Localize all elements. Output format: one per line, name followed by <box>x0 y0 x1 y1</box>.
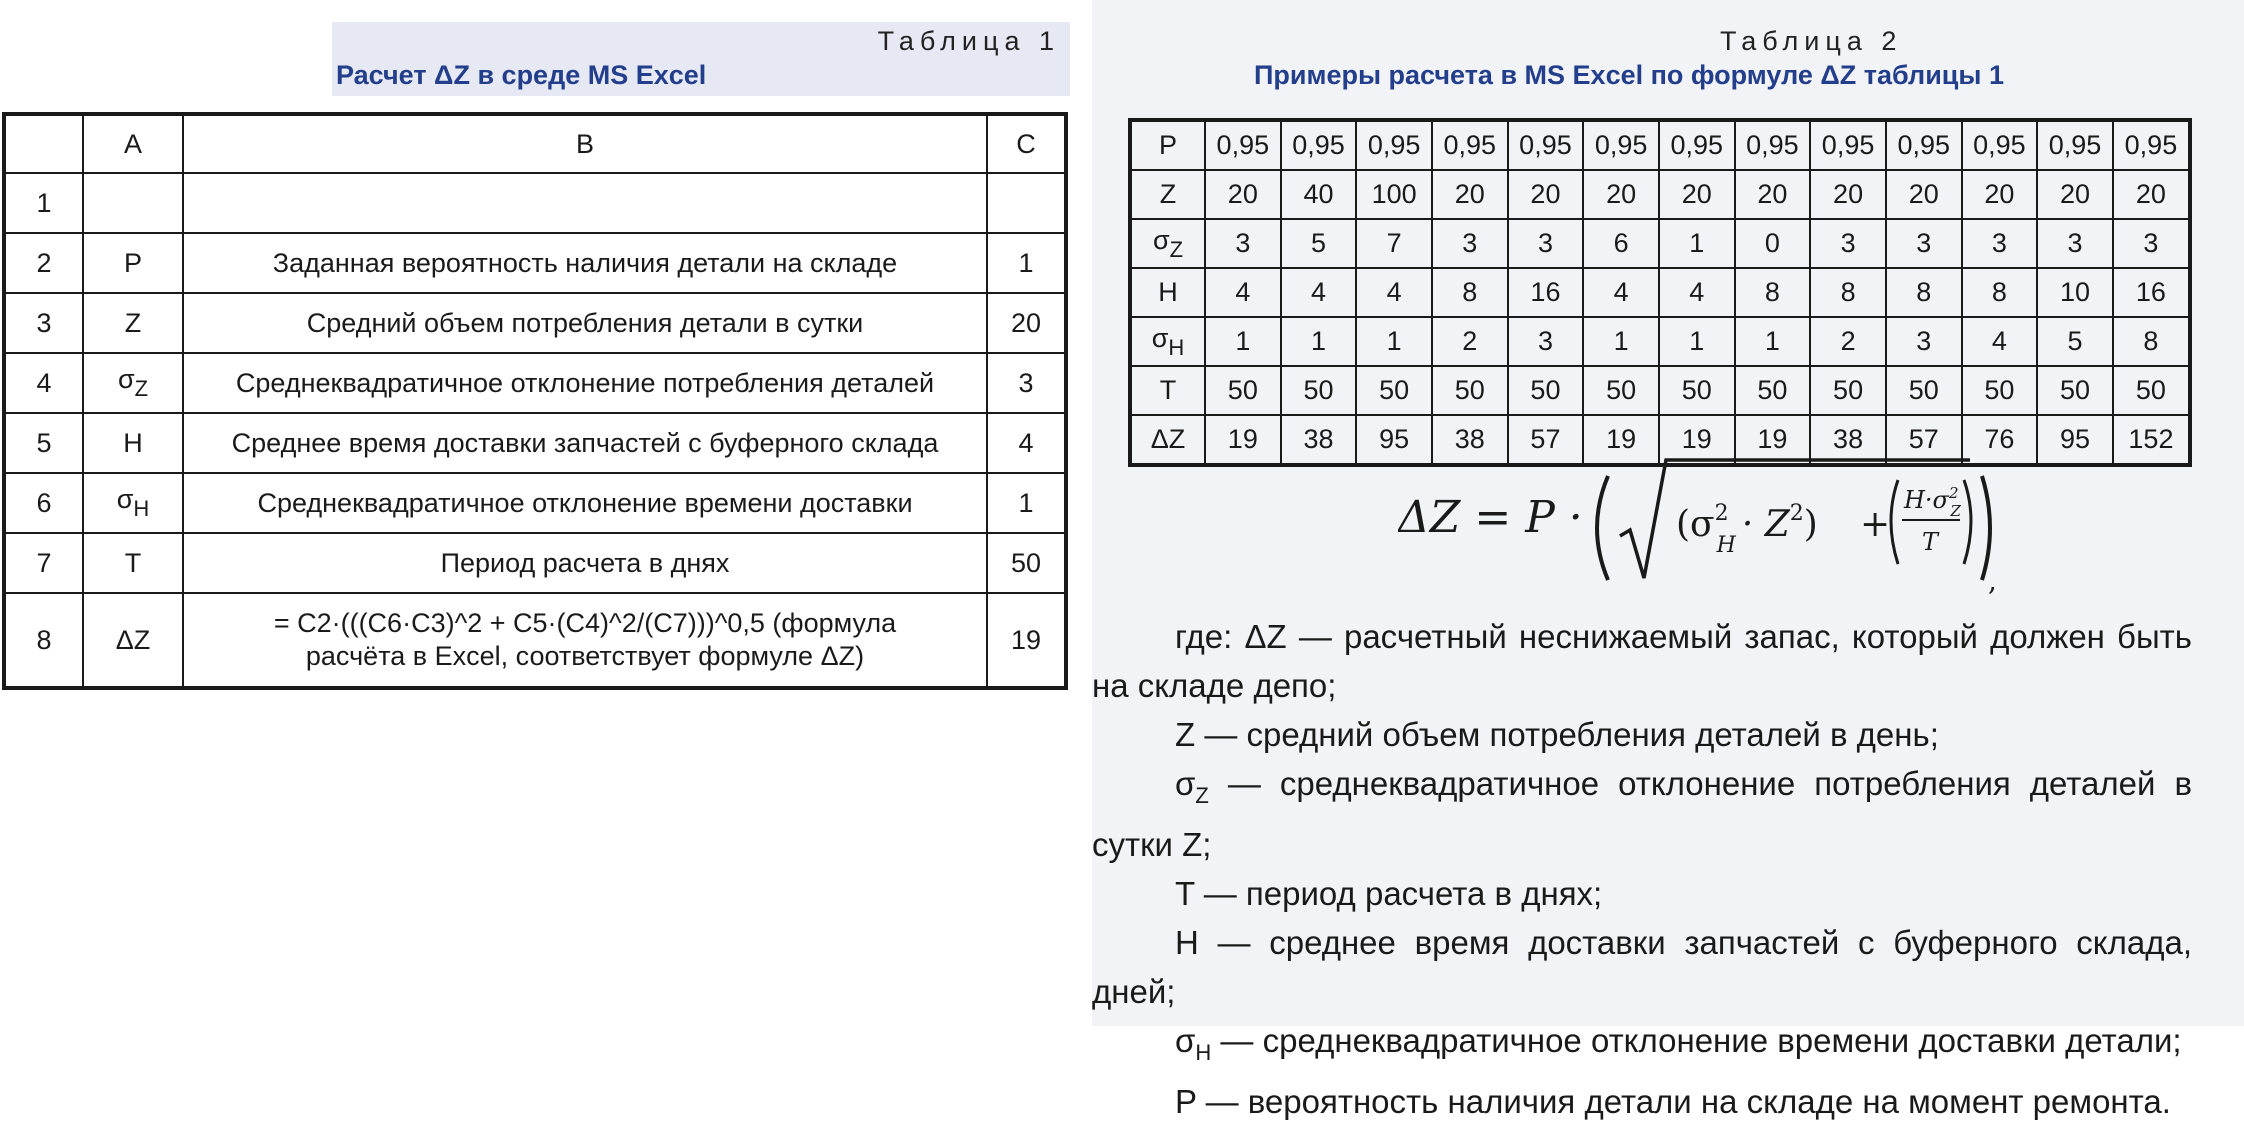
table2-cell: 19 <box>1659 415 1735 465</box>
table2-cell: 3 <box>1205 219 1281 268</box>
table2-cell: 0,95 <box>1962 120 2038 170</box>
formula-frac-right-paren <box>1964 480 1971 564</box>
table2-cell: 50 <box>2037 366 2113 415</box>
table2-cell: 50 <box>1735 366 1811 415</box>
table2-cell: 38 <box>1281 415 1357 465</box>
table2-cell: 20 <box>1508 170 1584 219</box>
table1-description: Средний объем потребления детали в сутки <box>183 293 987 353</box>
formula-lhs: ΔZ = P · <box>1398 492 1583 543</box>
table2-cell: 20 <box>1962 170 2038 219</box>
table2-cell: 50 <box>1432 366 1508 415</box>
table2-cell: 50 <box>1659 366 1735 415</box>
table1-row-number: 4 <box>4 353 83 413</box>
table1-symbol-main: Z <box>124 307 142 338</box>
table2-cell: 152 <box>2113 415 2190 465</box>
table2-cell: 8 <box>2113 317 2190 366</box>
table2-row-label <box>1130 317 1205 366</box>
table2-cell: 50 <box>1508 366 1584 415</box>
table1-description: Среднеквадратичное отклонение времени доставки <box>183 473 987 533</box>
table2-cell: 100 <box>1356 170 1432 219</box>
table1-value: 4 <box>987 413 1066 473</box>
table2-cell: 0,95 <box>1281 120 1357 170</box>
table2-calculation-examples <box>1128 118 2192 467</box>
table2-cell: 0,95 <box>1735 120 1811 170</box>
table2-cell: 1 <box>1735 317 1811 366</box>
formula-big-left-paren <box>1597 476 1608 580</box>
table2-cell: 0,95 <box>1659 120 1735 170</box>
table1-formula-line: расчёта в Excel, соответствует формуле ΔZ) <box>305 641 865 671</box>
table2-cell: 0 <box>1735 219 1811 268</box>
table2-cell: 0,95 <box>1432 120 1508 170</box>
table2-cell: 0,95 <box>1886 120 1962 170</box>
table2-cell: 20 <box>1735 170 1811 219</box>
table1-description <box>183 173 987 233</box>
table2-cell: 0,95 <box>1356 120 1432 170</box>
table2-row <box>1130 268 2190 317</box>
table2-cell: 3 <box>1886 219 1962 268</box>
table2-cell: 4 <box>1356 268 1432 317</box>
table2-label-sub: H <box>1168 334 1185 360</box>
table2-label-main: σ <box>1151 322 1169 353</box>
table2-row <box>1130 120 2190 170</box>
table2-cell: 1 <box>1583 317 1659 366</box>
table1-symbol-main: H <box>123 427 143 458</box>
table1-description <box>183 593 987 688</box>
table2-cell: 2 <box>1810 317 1886 366</box>
table1-symbol-sub: H <box>133 496 150 521</box>
para-h: H — среднее время доставки запчастей с буферного склада, дней; <box>1092 924 2192 1010</box>
table2-cell: 20 <box>1583 170 1659 219</box>
table2-cell: 40 <box>1281 170 1357 219</box>
table1-value: 1 <box>987 473 1066 533</box>
table1-value: 50 <box>987 533 1066 593</box>
table1-row-number: 2 <box>4 233 83 293</box>
table2-row-label <box>1130 268 1205 317</box>
table1-col-header: B <box>183 114 987 173</box>
table1-row <box>4 173 1066 233</box>
table1-value: 19 <box>987 593 1066 688</box>
table2-cell: 3 <box>1810 219 1886 268</box>
table2-label-sub: Z <box>1169 236 1184 262</box>
table1-row-number: 5 <box>4 413 83 473</box>
table1-row <box>4 293 1066 353</box>
table1-value: 1 <box>987 233 1066 293</box>
table2-cell: 20 <box>1659 170 1735 219</box>
table2-cell: 8 <box>1810 268 1886 317</box>
table2-row <box>1130 317 2190 366</box>
table2-cell: 38 <box>1810 415 1886 465</box>
table2-cell: 19 <box>1205 415 1281 465</box>
table2-cell: 8 <box>1962 268 2038 317</box>
table1-row <box>4 533 1066 593</box>
table1-symbol <box>83 413 183 473</box>
table1-symbol-main: σ <box>117 364 135 394</box>
table2-cell: 50 <box>2113 366 2190 415</box>
table2-cell: 16 <box>2113 268 2190 317</box>
table1-row-number: 8 <box>4 593 83 688</box>
table2-cell: 1 <box>1356 317 1432 366</box>
table1-description: Среднеквадратичное отклонение потребления деталей <box>183 353 987 413</box>
table2-cell: 20 <box>1205 170 1281 219</box>
table1-row-number: 6 <box>4 473 83 533</box>
table2-cell: 19 <box>1735 415 1811 465</box>
table2-row-label <box>1130 120 1205 170</box>
table2-label-main: σ <box>1152 224 1170 255</box>
table2-cell: 3 <box>2113 219 2190 268</box>
table1-value: 20 <box>987 293 1066 353</box>
table1-description: Среднее время доставки запчастей с буферного склада <box>183 413 987 473</box>
table2-label-main: ΔZ <box>1150 424 1186 454</box>
table2-cell: 8 <box>1432 268 1508 317</box>
table1-symbol <box>83 173 183 233</box>
table2-cell: 50 <box>1810 366 1886 415</box>
table1-number: Таблица 1 <box>877 26 1060 56</box>
table2-cell: 2 <box>1432 317 1508 366</box>
table2-cell: 16 <box>1508 268 1584 317</box>
table1-symbol <box>83 233 183 293</box>
delta-z-formula <box>1398 440 1998 600</box>
table2-cell: 3 <box>1886 317 1962 366</box>
table2-cell: 0,95 <box>1810 120 1886 170</box>
para-sigma-z: $\sigma_Z$ — среднеквадратичное отклонение потребления деталей в сутки Z; <box>1092 765 2192 863</box>
table2-cell: 7 <box>1356 219 1432 268</box>
table2-cell: 1 <box>1281 317 1357 366</box>
table1-title: Расчет ΔZ в среде MS Excel <box>336 60 707 90</box>
table2-label-main: T <box>1159 375 1177 405</box>
formula-fraction-denominator: T <box>1922 528 1939 556</box>
table1-value: 3 <box>987 353 1066 413</box>
table2-cell: 0,95 <box>2037 120 2113 170</box>
table2-cell: 4 <box>1205 268 1281 317</box>
table2-cell: 4 <box>1659 268 1735 317</box>
table1-symbol <box>83 473 183 533</box>
table2-cell: 95 <box>2037 415 2113 465</box>
table2-cell: 50 <box>1281 366 1357 415</box>
table2-cell: 5 <box>1281 219 1357 268</box>
table2-cell: 50 <box>1356 366 1432 415</box>
para-t: T — период расчета в днях; <box>1175 875 1603 912</box>
table1-header-band <box>332 22 1070 96</box>
table2-cell: 0,95 <box>1583 120 1659 170</box>
table1-symbol <box>83 353 183 413</box>
table2-cell: 1 <box>1205 317 1281 366</box>
table2-row-label <box>1130 366 1205 415</box>
table2-cell: 6 <box>1583 219 1659 268</box>
table2-label-main: Z <box>1159 179 1177 209</box>
table2-row-label <box>1130 415 1205 465</box>
table2-cell: 4 <box>1583 268 1659 317</box>
table2-row-label <box>1130 219 1205 268</box>
table2-cell: 20 <box>2113 170 2190 219</box>
table2-row <box>1130 170 2190 219</box>
para-sigma-h: $\sigma_H$ — среднеквадратичное отклонение времени доставки детали; <box>1175 1022 2182 1065</box>
table2-row <box>1130 366 2190 415</box>
table2-cell: 3 <box>1962 219 2038 268</box>
table2-cell: 4 <box>1281 268 1357 317</box>
table2-cell: 8 <box>1886 268 1962 317</box>
table1-row <box>4 353 1066 413</box>
table2-cell: 8 <box>1735 268 1811 317</box>
table1-formula-line: = C2·(((C6·C3)^2 + C5·(C4)^2/(C7)))^0,5 (формула <box>273 608 897 638</box>
formula-comma: , <box>1988 564 1997 597</box>
table1-symbol-main: T <box>124 547 142 578</box>
table2-cell: 3 <box>1432 219 1508 268</box>
table2-cell: 38 <box>1432 415 1508 465</box>
table2-cell: 50 <box>1205 366 1281 415</box>
table1-row <box>4 593 1066 688</box>
table1-header-row <box>4 114 1066 173</box>
table2-title: Примеры расчета в MS Excel по формуле ΔZ таблицы 1 <box>1254 60 2004 90</box>
para-z: Z — средний объем потребления деталей в день; <box>1175 716 1939 753</box>
table2-cell: 57 <box>1508 415 1584 465</box>
table2-cell: 50 <box>1962 366 2038 415</box>
table2-cell: 57 <box>1886 415 1962 465</box>
formula-fraction-numerator: $H\cdot\sigma^2$ Z <box>1904 484 1961 520</box>
table1-symbol <box>83 533 183 593</box>
table1-row-number: 3 <box>4 293 83 353</box>
table1-excel-calculation <box>2 112 1068 690</box>
table1-symbol <box>83 293 183 353</box>
table2-cell: 3 <box>1508 317 1584 366</box>
table2-label-main: P <box>1158 130 1177 160</box>
formula-frac-left-paren <box>1891 480 1898 564</box>
table1-row <box>4 413 1066 473</box>
table2-cell: 1 <box>1659 317 1735 366</box>
table1-col-header: C <box>987 114 1066 173</box>
table2-cell: 20 <box>1886 170 1962 219</box>
table1-symbol-sub: Z <box>134 376 149 401</box>
table1-row <box>4 473 1066 533</box>
table2-cell: 10 <box>2037 268 2113 317</box>
table1-col-header <box>4 114 83 173</box>
table2-cell: 0,95 <box>1508 120 1584 170</box>
table2-cell: 20 <box>1432 170 1508 219</box>
table2-cell: 3 <box>2037 219 2113 268</box>
table2-cell: 5 <box>2037 317 2113 366</box>
table1-value <box>987 173 1066 233</box>
table1-description: Заданная вероятность наличия детали на складе <box>183 233 987 293</box>
table1-row-number: 7 <box>4 533 83 593</box>
table2-cell: 20 <box>2037 170 2113 219</box>
table1-symbol-main: σ <box>116 484 134 514</box>
table1-col-header: A <box>83 114 183 173</box>
table2-cell: 0,95 <box>1205 120 1281 170</box>
table2-row <box>1130 219 2190 268</box>
table2-cell: 50 <box>1886 366 1962 415</box>
para-p: P — вероятность наличия детали на складе на момент ремонта. <box>1175 1083 2171 1120</box>
table2-cell: 3 <box>1508 219 1584 268</box>
table1-symbol-main: P <box>123 247 142 278</box>
table2-label-main: H <box>1158 277 1178 307</box>
table2-cell: 50 <box>1583 366 1659 415</box>
table1-symbol <box>83 593 183 688</box>
table2-cell: 1 <box>1659 219 1735 268</box>
table1-symbol-main: ΔZ <box>115 624 151 655</box>
formula-plus: + <box>1860 504 1891 545</box>
table1-row-number: 1 <box>4 173 83 233</box>
table2-cell: 0,95 <box>2113 120 2190 170</box>
table1-row <box>4 233 1066 293</box>
table2-cell: 19 <box>1583 415 1659 465</box>
table2-cell: 76 <box>1962 415 2038 465</box>
formula-sigma-term: ($\sigma^2$ $H\cdot Z^2$) <box>1676 501 1818 558</box>
table2-row-label <box>1130 170 1205 219</box>
table2-number: Таблица 2 <box>1720 26 1903 56</box>
table2-cell: 95 <box>1356 415 1432 465</box>
para-delta-z: где: ΔZ — расчетный неснижаемый запас, который должен быть на складе депо; <box>1092 618 2192 704</box>
table2-cell: 20 <box>1810 170 1886 219</box>
legend-text <box>1092 612 2192 1126</box>
table2-cell: 4 <box>1962 317 2038 366</box>
table1-description: Период расчета в днях <box>183 533 987 593</box>
